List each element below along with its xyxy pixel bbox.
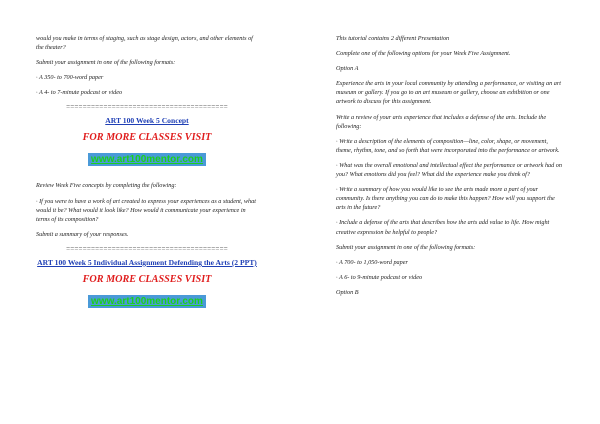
- promo-text: FOR MORE CLASSES VISIT: [82, 132, 212, 144]
- section-heading-link[interactable]: ART 100 Week 5 Individual Assignment Defending the Arts (2 PPT): [37, 257, 257, 267]
- paragraph: Complete one of the following options for your Week Five Assignment.: [336, 50, 511, 58]
- bullet-item: · Include a defense of the arts that describes how the arts add value to life. How might creative expression be helpful to people?: [336, 219, 550, 236]
- paragraph: would you make in terms of staging, such as stage design, actors, and other elements of the theater?: [36, 35, 253, 52]
- paragraph: Review Week Five concepts by completing the following:: [36, 182, 177, 190]
- promo-text: FOR MORE CLASSES VISIT: [82, 273, 212, 285]
- option-label: Option A: [336, 65, 359, 73]
- paragraph: Submit a summary of your responses.: [36, 230, 129, 238]
- bullet-item: · A 350- to 700-word paper: [36, 74, 104, 82]
- bullet-item: · A 6- to 9-minute podcast or video: [336, 273, 423, 281]
- website-link-wrapper: [36, 149, 258, 167]
- paragraph: This tutorial contains 2 different Presentation: [336, 35, 450, 42]
- left-page-column: [36, 34, 258, 323]
- bullet-item: · If you were to have a work of art created to express your experiences as a student, what would it be? What would it look like? How would it communicate your experience in terms of its composition?: [36, 197, 256, 223]
- bullet-item: · A 4- to 7-minute podcast or video: [36, 89, 123, 97]
- website-link-wrapper: [36, 291, 258, 309]
- bullet-item: · Write a description of the elements of composition—line, color, shape, or movement, theme, rhythm, tone, and so forth that were incorporated into the performance or artwork.: [336, 137, 560, 154]
- bullet-item: · Write a summary of how you would like to see the arts made more a part of your community. Is there anything you can do to make this happen? How will you support the arts in the future?: [336, 186, 555, 212]
- right-page-column: [336, 34, 564, 303]
- website-link[interactable]: www.art100mentor.com: [88, 295, 206, 308]
- website-link[interactable]: www.art100mentor.com: [88, 153, 206, 166]
- paragraph: Experience the arts in your local community by attending a performance, or visiting an art museum or gallery. If you go to an art museum or gallery, choose an exhibition or one artwork to discuss for this assignment.: [336, 80, 561, 106]
- bullet-item: · A 700- to 1,050-word paper: [336, 258, 408, 266]
- bullet-item: · What was the overall emotional and intellectual effect the performance or artwork had on you? What emotions did you feel? What did the experience make you think of?: [336, 161, 562, 179]
- separator-line: =======================================: [66, 244, 228, 253]
- option-label: Option B: [336, 288, 359, 296]
- paragraph: Write a review of your arts experience that includes a defense of the arts. Include the following:: [336, 113, 547, 130]
- section-heading-link[interactable]: ART 100 Week 5 Concept: [105, 116, 189, 126]
- separator-line: =======================================: [66, 103, 228, 112]
- paragraph: Submit your assignment in one of the following formats:: [336, 243, 476, 251]
- paragraph: Submit your assignment in one of the following formats:: [36, 59, 176, 67]
